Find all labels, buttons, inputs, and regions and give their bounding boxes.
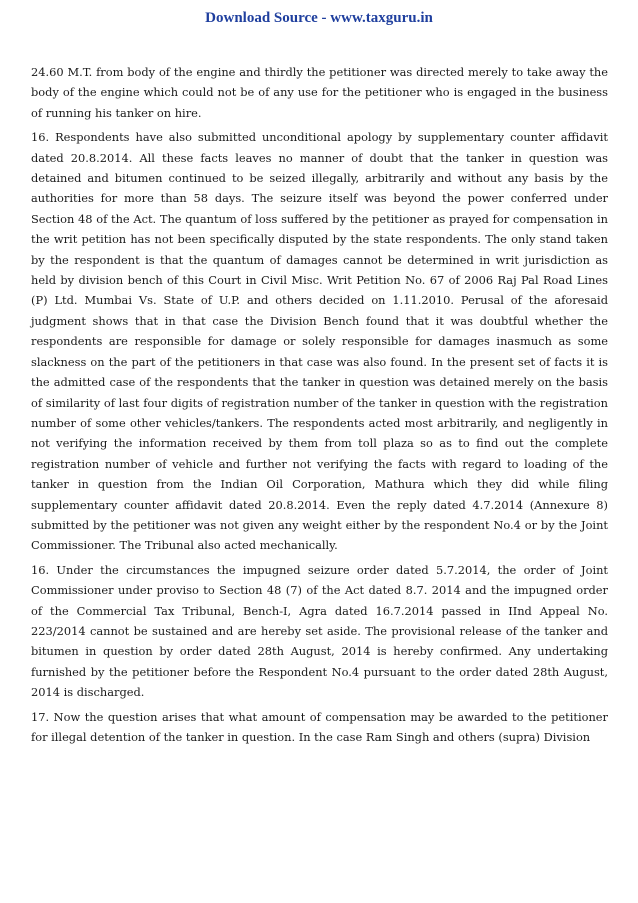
paragraph-continuation: 24.60 M.T. from body of the engine and thirdly the petitioner was directed merely to take away the body of the engine which could not be of any use for the petitioner who is engaged in the business of running his tanker on hire. bbox=[31, 65, 608, 120]
paragraph-16-apology: 16. Respondents have also submitted unconditional apology by supplementary counter affidavit dated 20.8.2014. All these facts leaves no manner of doubt that the tanker in question was detained and bitumen continued to be seized illegally, arbitrarily and without any basis by the authorities for more than 58 days. The seizure itself was beyond the power conferred under Section 48 of the Act. The quantum of loss suffered by the petitioner as prayed for compensation in the writ petition has not been specifically disputed by the state respondents. The only stand taken by the respondent is that the quantum of damages cannot be determined in writ jurisdiction as held by division bench of this Court in Civil Misc. Writ Petition No. 67 of 2006 Raj Pal Road Lines (P) Ltd. Mumbai Vs. State of U.P. and others decided on 1.11.2010. Perusal of the aforesaid judgment shows that in that case the Division Bench found that it was doubtful whether the respondents are responsible for damage or solely responsible for damages inasmuch as some slackness on the part of the petitioners in that case was also found. In the present set of facts it is the admitted case of the respondents that the tanker in question was detained merely on the basis of similarity of last four digits of registration number of the tanker in question with the registration number of some other vehicles/tankers. The respondents acted most arbitrarily, and negligently in not verifying the information received by them from toll plaza so as to find out the complete registration number of vehicle and further not verifying the facts with regard to loading of the tanker in question from the Indian Oil Corporation, Mathura which they did while filing supplementary counter affidavit dated 20.8.2014. Even the reply dated 4.7.2014 (Annexure 8) submitted by the petitioner was not given any weight either by the respondent No.4 or by the Joint Commissioner. The Tribunal also acted mechanically. bbox=[31, 130, 608, 553]
paragraph-16-order: 16. Under the circumstances the impugned seizure order dated 5.7.2014, the order of Joint Commissioner under proviso to Section 48 (7) of the Act dated 8.7. 2014 and the impugned order of the Commercial Tax Tribunal, Bench-I, Agra dated 16.7.2014 passed in IInd Appeal No. 223/2014 cannot be sustained and are hereby set aside. The provisional release of the tanker and bitumen in question by order dated 28th August, 2014 is hereby confirmed. Any undertaking furnished by the petitioner before the Respondent No.4 pursuant to the order dated 28th August, 2014 is discharged. bbox=[31, 562, 608, 700]
paragraph-17-compensation: 17. Now the question arises that what amount of compensation may be awarded to the petitioner for illegal detention of the tanker in question. In the case Ram Singh and others (supra) Division bbox=[31, 709, 608, 744]
download-source-header: Download Source - www.taxguru.in bbox=[205, 10, 433, 26]
document-body bbox=[31, 62, 608, 751]
